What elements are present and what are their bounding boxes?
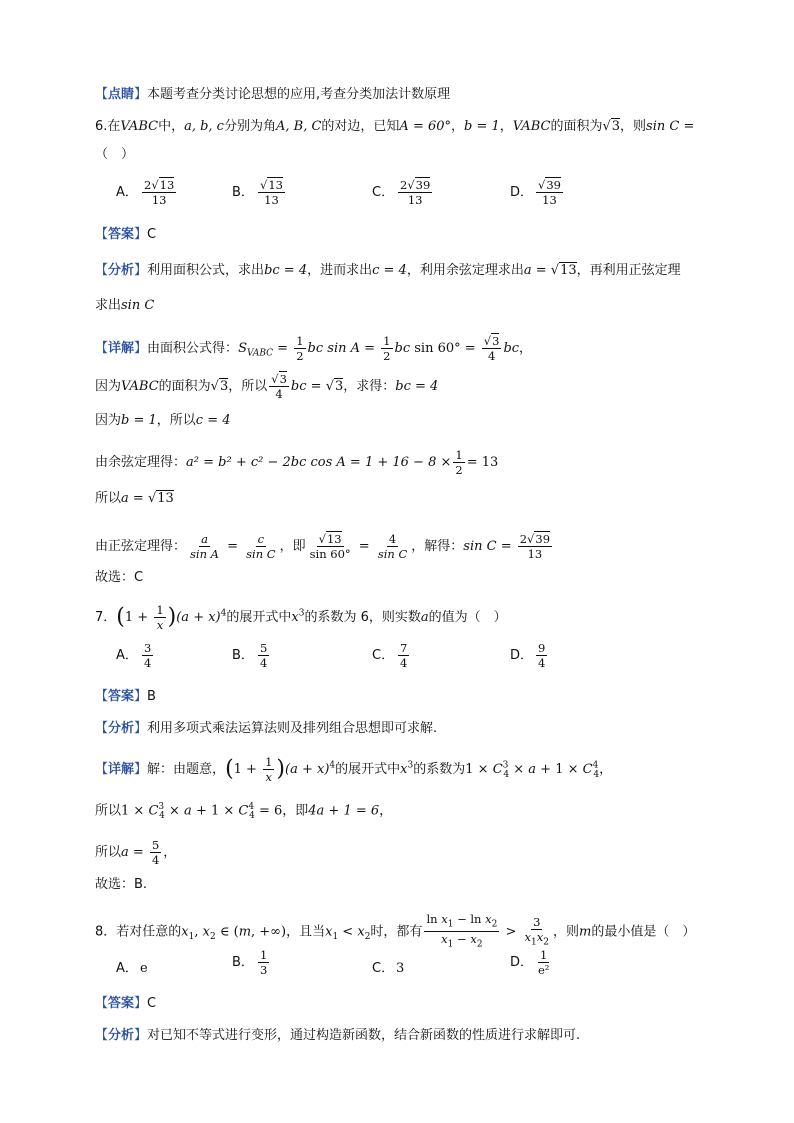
- q8-option-d[interactable]: D． $\frac{1}{\text{e²}}$: [510, 948, 550, 977]
- q7-conclusion: 故选：B.: [95, 877, 148, 892]
- q6-detail-1: 【详解】由面积公式得：$S_{VABC}$ = $\frac{1}{2}$ bc sin A = $\frac{1}{2}$ bc sin 60° = $\frac{√3}{4}$ bc，: [95, 334, 533, 363]
- q8-stem: 8．若对任意的$x_1$, $x_2$ ∈ (m, +∞)，且当$x_1 < x_2$时，都有 $\frac{\ln x_1 - \ln x_2}{x_1 - x_2}$ > $\frac{3}{x_1x_2}$ ，则m的最小值是（ ）: [95, 912, 696, 950]
- q7-option-a[interactable]: A． $\frac{3}{4}$: [116, 641, 152, 670]
- q7-analysis: 【分析】利用多项式乘法运算法则及排列组合思想即可求解.: [95, 721, 438, 736]
- q8-answer: 【答案】C: [95, 996, 157, 1011]
- q7-answer: 【答案】B: [95, 689, 156, 704]
- q7-detail-3: 所以a = $\frac{5}{4}$ ，: [95, 838, 177, 867]
- q6-detail-6: 由正弦定理得： $\frac{a}{\text{sin A}}$ = $\frac{c}{\text{sin C}}$ ，即 $\frac{√13}{\sin 60^\circ}$ = $\frac{4}{\text{sin C}}$ ，解得：sin C = $\frac{2√39}{13}$: [95, 532, 551, 561]
- q6-detail-3: 因为b = 1，所以c = 4: [95, 413, 231, 428]
- q6-answer: 【答案】C: [95, 227, 157, 242]
- q6-paren: （ ）: [95, 147, 135, 162]
- dianjing-line: 【点睛】本题考查分类讨论思想的应用,考查分类加法计数原理: [95, 87, 451, 102]
- q7-detail-1: 【详解】解：由题意，(1 + $\frac{1}{x}$ )$(a + x)^4$的展开式中$x^3$的系数为$1 \times C^3_4 \times a + 1 \times C^4_4$，: [95, 755, 613, 784]
- dianjing-text: 本题考查分类讨论思想的应用,考查分类加法计数原理: [147, 87, 451, 102]
- q6-detail-5: 所以a = √13: [95, 491, 174, 506]
- q7-option-b[interactable]: B． $\frac{5}{4}$: [232, 641, 268, 670]
- q6-detail-2: 因为VABC的面积为√3，所以 $\frac{√3}{4}$ bc = √3，求得：bc = 4: [95, 372, 439, 401]
- q8-option-b[interactable]: B． $\frac{1}{3}$: [232, 948, 268, 977]
- q6-option-c[interactable]: C． $\frac{2√39}{13}$: [372, 178, 431, 207]
- q6-conclusion: 故选：C: [95, 570, 144, 585]
- q6-option-b[interactable]: B． $\frac{√13}{13}$: [232, 178, 283, 207]
- q6-option-d[interactable]: D． $\frac{√39}{13}$: [510, 178, 561, 207]
- q6-analysis: 【分析】利用面积公式，求出bc = 4，进而求出c = 4，利用余弦定理求出a = √13，再利用正弦定理: [95, 263, 681, 278]
- q8-analysis: 【分析】对已知不等式进行变形，通过构造新函数，结合新函数的性质进行求解即可.: [95, 1028, 581, 1043]
- q8-option-a[interactable]: A． e: [116, 961, 148, 976]
- q7-stem: 7．(1 + $\frac{1}{x}$ )$(a + x)^4$的展开式中$x^3$的系数为 6，则实数a的值为（ ）: [95, 603, 507, 632]
- q6-option-a[interactable]: A． $\frac{2√13}{13}$: [116, 178, 175, 207]
- q7-option-d[interactable]: D． $\frac{9}{4}$: [510, 641, 546, 670]
- q7-option-c[interactable]: C． $\frac{7}{4}$: [372, 641, 408, 670]
- q6-stem: 6.在VABC中，a, b, c分别为角A, B, C的对边，已知A = 60°，b = 1，VABC的面积为√3，则sin C =: [95, 119, 695, 134]
- q6-detail-4: 由余弦定理得：a² = b² + c² − 2bc cos A = 1 + 16 − 8 × $\frac{1}{2}$ = 13: [95, 448, 499, 477]
- q8-option-c[interactable]: C． 3: [372, 961, 405, 976]
- tag-dianjing: 点睛: [108, 87, 135, 102]
- q6-analysis-cont: 求出sin C: [95, 298, 155, 313]
- q7-detail-2: 所以$1 \times C^3_4 \times a + 1 \times C^4_4 = 6$，即4a + 1 = 6，: [95, 802, 393, 821]
